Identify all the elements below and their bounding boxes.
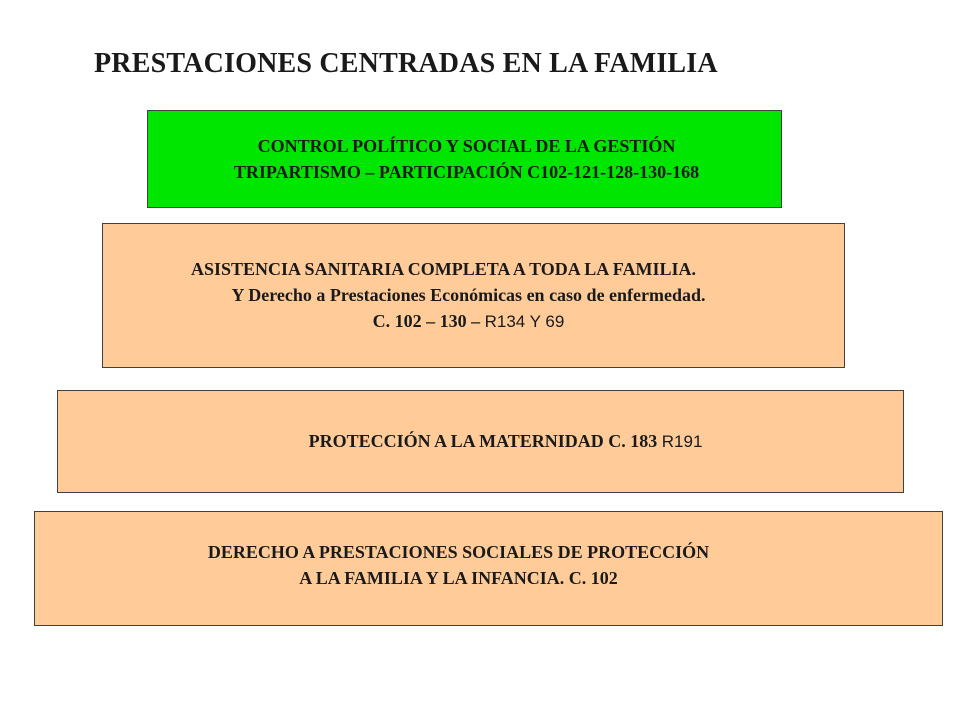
tier-line: ASISTENCIA SANITARIA COMPLETA A TODA LA FAMILIA.	[191, 259, 696, 279]
tier-prestaciones-sociales-box	[34, 511, 943, 626]
page-title: PRESTACIONES CENTRADAS EN LA FAMILIA	[94, 48, 718, 79]
tier-line: PROTECCIÓN A LA MATERNIDAD C. 183 R191	[308, 431, 703, 451]
tier-line: C. 102 – 130 – R134 Y 69	[372, 311, 565, 331]
tier-line: DERECHO A PRESTACIONES SOCIALES DE PROTECCIÓN	[207, 541, 710, 562]
tier-line: CONTROL POLÍTICO Y SOCIAL DE LA GESTIÓN	[257, 136, 676, 156]
tier-line: A LA FAMILIA Y LA INFANCIA. C. 102	[299, 567, 618, 588]
tier-proteccion-maternidad-box	[57, 390, 904, 493]
tier-control-politico-box	[147, 110, 782, 208]
tier-line: TRIPARTISMO – PARTICIPACIÓN C102-121-128-130-168	[233, 162, 700, 182]
tier-asistencia-sanitaria-box	[102, 223, 845, 368]
tier-line: Y Derecho a Prestaciones Económicas en caso de enfermedad.	[231, 285, 706, 305]
